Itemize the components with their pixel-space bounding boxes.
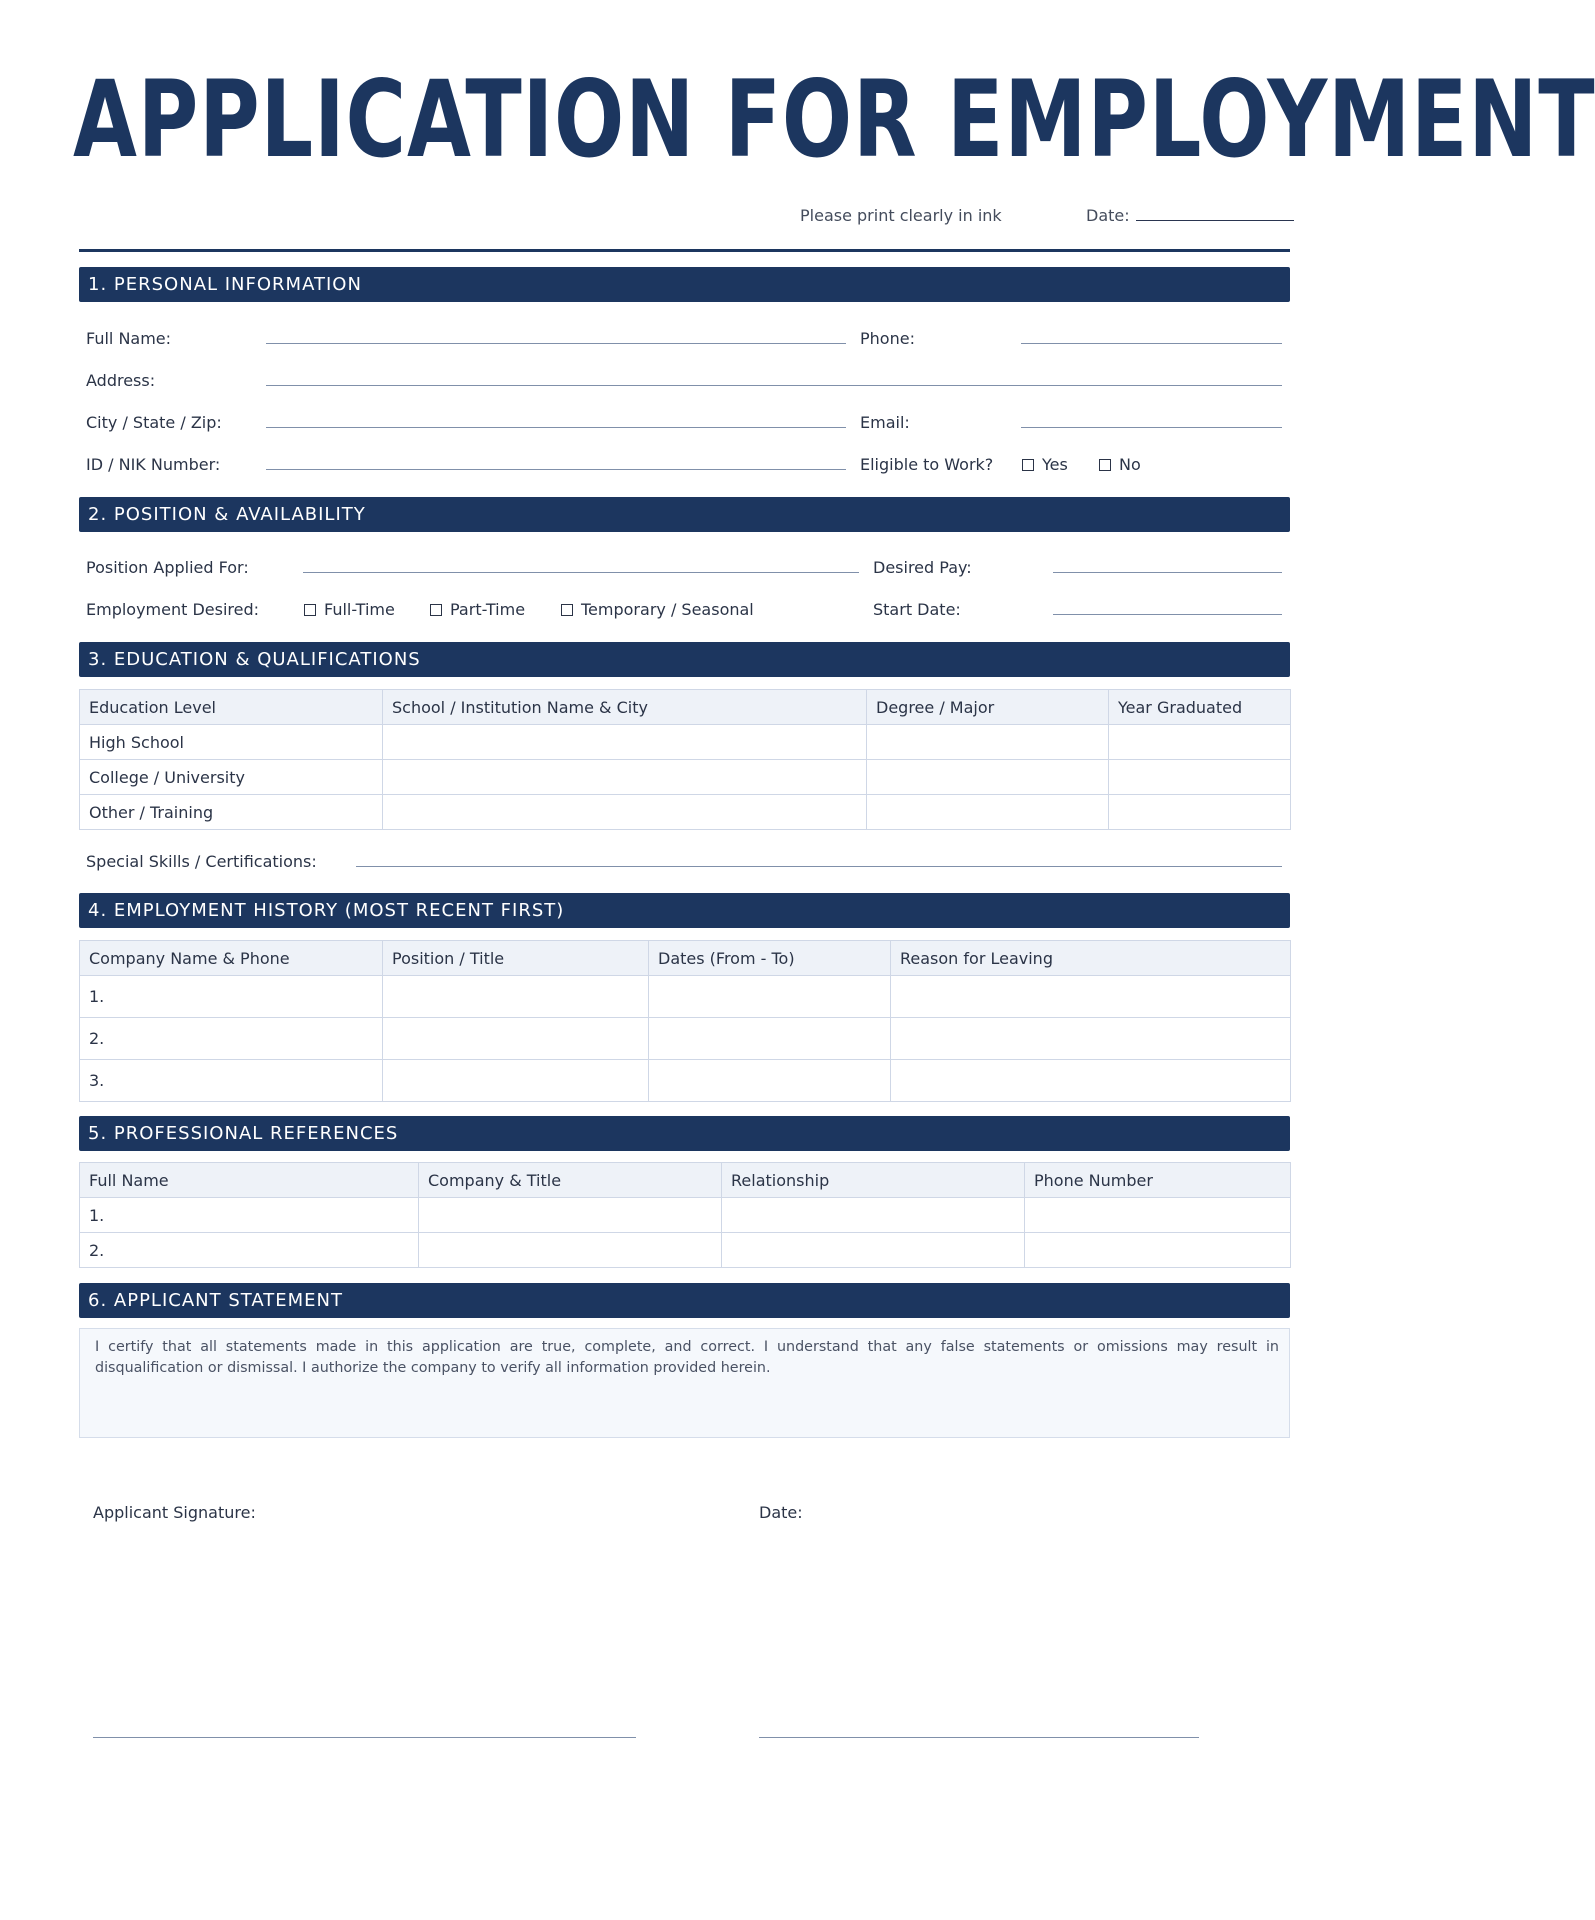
education-col-year: Year Graduated [1109, 690, 1291, 725]
header-divider [79, 249, 1290, 252]
eligible-yes-option[interactable] [1022, 455, 1068, 474]
desired-pay-field[interactable] [1053, 572, 1282, 573]
header-date [1086, 206, 1294, 225]
section-header-personal: 1. PERSONAL INFORMATION [79, 267, 1290, 302]
table-row [80, 760, 1291, 795]
employment-reason-input[interactable] [891, 976, 1291, 1018]
education-degree-input[interactable] [867, 760, 1109, 795]
eligible-label: Eligible to Work? [860, 455, 994, 474]
full-name-field[interactable] [266, 343, 846, 344]
print-note: Please print clearly in ink [800, 206, 1002, 225]
phone-label: Phone: [860, 329, 915, 348]
desired-pay-label: Desired Pay: [873, 558, 972, 577]
part-time-checkbox[interactable] [430, 604, 442, 616]
education-year-input[interactable] [1109, 725, 1291, 760]
city-state-zip-field[interactable] [266, 427, 846, 428]
skills-label: Special Skills / Certifications: [86, 852, 317, 871]
reference-company-input[interactable] [419, 1198, 722, 1233]
employment-col-company: Company Name & Phone [80, 941, 383, 976]
employment-row-number: 1. [80, 976, 383, 1018]
employment-col-reason: Reason for Leaving [891, 941, 1291, 976]
section-header-education: 3. EDUCATION & QUALIFICATIONS [79, 642, 1290, 677]
employment-position-input[interactable] [383, 1060, 649, 1102]
education-degree-input[interactable] [867, 725, 1109, 760]
references-col-company: Company & Title [419, 1163, 722, 1198]
references-col-phone: Phone Number [1025, 1163, 1291, 1198]
signature-label: Applicant Signature: [93, 1503, 256, 1522]
temporary-checkbox[interactable] [561, 604, 573, 616]
city-state-zip-label: City / State / Zip: [86, 413, 222, 432]
email-field[interactable] [1021, 427, 1282, 428]
employment-table [79, 940, 1291, 1102]
education-school-input[interactable] [383, 760, 867, 795]
education-header-row [80, 690, 1291, 725]
education-level-cell: High School [80, 725, 383, 760]
full-time-checkbox[interactable] [304, 604, 316, 616]
employment-reason-input[interactable] [891, 1060, 1291, 1102]
education-year-input[interactable] [1109, 795, 1291, 830]
employment-col-dates: Dates (From - To) [649, 941, 891, 976]
id-number-label: ID / NIK Number: [86, 455, 221, 474]
position-applied-field[interactable] [303, 572, 859, 573]
employment-position-input[interactable] [383, 1018, 649, 1060]
header-date-label: Date: [1086, 206, 1130, 225]
education-level-cell: College / University [80, 760, 383, 795]
employment-col-position: Position / Title [383, 941, 649, 976]
table-row [80, 1198, 1291, 1233]
signature-date-label: Date: [759, 1503, 803, 1522]
skills-field[interactable] [356, 866, 1282, 867]
eligible-no-option[interactable] [1099, 455, 1141, 474]
reference-company-input[interactable] [419, 1233, 722, 1268]
education-col-school: School / Institution Name & City [383, 690, 867, 725]
references-header-row [80, 1163, 1291, 1198]
education-col-degree: Degree / Major [867, 690, 1109, 725]
reference-relationship-input[interactable] [722, 1198, 1025, 1233]
employment-row-number: 3. [80, 1060, 383, 1102]
application-form [73, 0, 1595, 1920]
education-level-cell: Other / Training [80, 795, 383, 830]
eligible-no-checkbox[interactable] [1099, 459, 1111, 471]
section-header-statement: 6. APPLICANT STATEMENT [79, 1283, 1290, 1318]
reference-phone-input[interactable] [1025, 1233, 1291, 1268]
signature-date-field[interactable] [759, 1737, 1199, 1738]
employment-dates-input[interactable] [649, 1060, 891, 1102]
eligible-yes-label: Yes [1042, 455, 1068, 474]
reference-row-number: 1. [80, 1198, 419, 1233]
table-row [80, 1233, 1291, 1268]
references-col-relationship: Relationship [722, 1163, 1025, 1198]
section-header-position: 2. POSITION & AVAILABILITY [79, 497, 1290, 532]
employment-header-row [80, 941, 1291, 976]
employment-position-input[interactable] [383, 976, 649, 1018]
reference-relationship-input[interactable] [722, 1233, 1025, 1268]
page-title: APPLICATION FOR EMPLOYMENT [73, 58, 1595, 181]
table-row [80, 1018, 1291, 1060]
employment-desired-label: Employment Desired: [86, 600, 260, 619]
employment-dates-input[interactable] [649, 1018, 891, 1060]
employment-reason-input[interactable] [891, 1018, 1291, 1060]
email-label: Email: [860, 413, 910, 432]
section-header-references: 5. PROFESSIONAL REFERENCES [79, 1116, 1290, 1151]
start-date-field[interactable] [1053, 614, 1282, 615]
part-time-label: Part-Time [450, 600, 526, 619]
signature-field[interactable] [93, 1737, 636, 1738]
full-name-label: Full Name: [86, 329, 172, 348]
full-time-label: Full-Time [324, 600, 395, 619]
references-table [79, 1162, 1291, 1268]
education-year-input[interactable] [1109, 760, 1291, 795]
section-header-employment: 4. EMPLOYMENT HISTORY (MOST RECENT FIRST) [79, 893, 1290, 928]
temporary-label: Temporary / Seasonal [581, 600, 754, 619]
table-row [80, 795, 1291, 830]
id-number-field[interactable] [266, 469, 846, 470]
address-label: Address: [86, 371, 156, 390]
applicant-statement-text: I certify that all statements made in this application are true, complete, and correct. I understand that any false statements or omissions may result in disqualification or dismissal. I authorize the company to verify all information provided herein. [79, 1328, 1290, 1438]
table-row [80, 1060, 1291, 1102]
table-row [80, 976, 1291, 1018]
eligible-no-label: No [1119, 455, 1141, 474]
header-date-input[interactable] [1136, 206, 1294, 221]
employment-dates-input[interactable] [649, 976, 891, 1018]
education-school-input[interactable] [383, 725, 867, 760]
part-time-option[interactable] [430, 600, 525, 619]
education-degree-input[interactable] [867, 795, 1109, 830]
reference-phone-input[interactable] [1025, 1198, 1291, 1233]
employment-row-number: 2. [80, 1018, 383, 1060]
full-time-option[interactable] [304, 600, 395, 619]
education-school-input[interactable] [383, 795, 867, 830]
address-field[interactable] [266, 385, 1282, 386]
table-row [80, 725, 1291, 760]
eligible-yes-checkbox[interactable] [1022, 459, 1034, 471]
start-date-label: Start Date: [873, 600, 961, 619]
position-applied-label: Position Applied For: [86, 558, 249, 577]
phone-field[interactable] [1021, 343, 1282, 344]
education-table [79, 689, 1291, 830]
temporary-option[interactable] [561, 600, 754, 619]
education-col-level: Education Level [80, 690, 383, 725]
reference-row-number: 2. [80, 1233, 419, 1268]
references-col-name: Full Name [80, 1163, 419, 1198]
